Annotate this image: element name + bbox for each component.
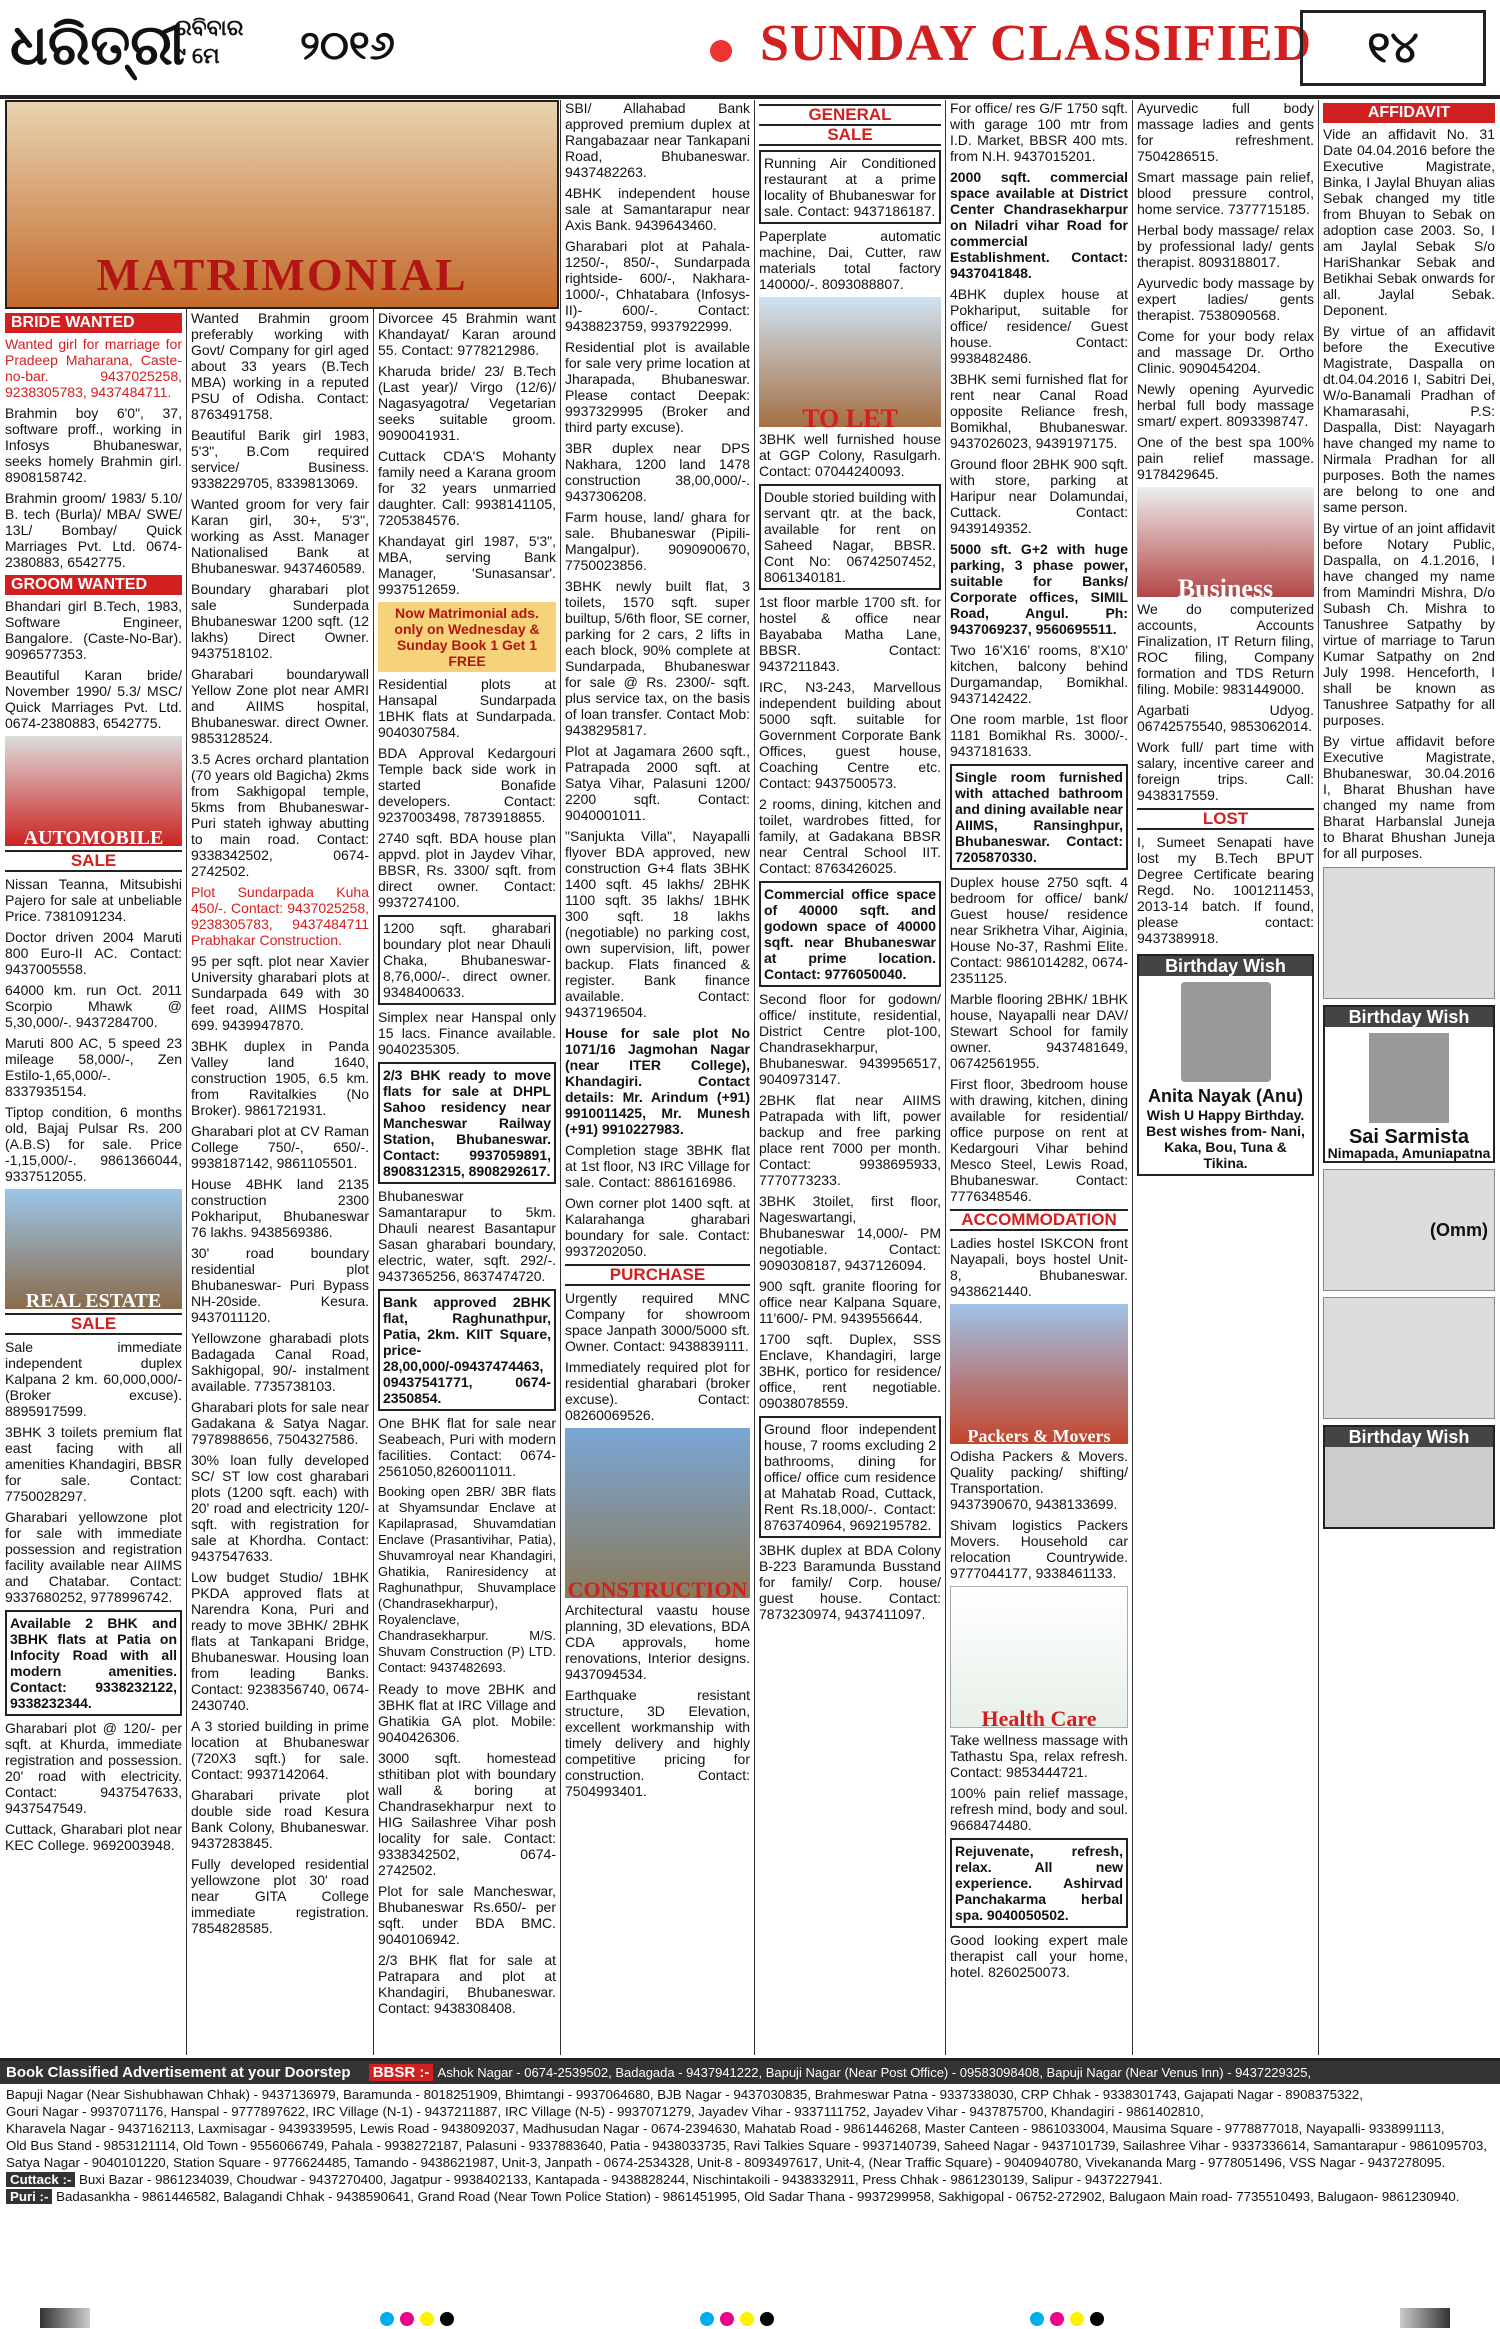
matrimonial-title: MATRIMONIAL (96, 249, 468, 300)
column-5 (759, 100, 941, 2055)
ad: Doctor driven 2004 Maruti 800 Euro-II AC. Contact: 9437005558. (5, 929, 182, 977)
boxed-ad: Available 2 BHK and 3BHK flats at Patia on Infocity Road with all modern amenities. Contact: 9338232122, 9338232344. (5, 1610, 182, 1716)
ad: Tiptop condition, 6 months old, Bajaj Pulsar Rs. 200 (A.B.S) for sale. Price -1,15,000/-. 9861366044, 9337512055. (5, 1104, 182, 1184)
ad: Ayurvedic body massage by expert ladies/ gents therapist. 7538090568. (1137, 275, 1314, 323)
ad: Ayurvedic full body massage ladies and gents for refreshment. 7504286515. (1137, 100, 1314, 164)
ad: Sale immediate independent duplex Kalpana 2 km. 60,000,000/- (Broker excuse). 8895917599. (5, 1339, 182, 1419)
ad: 3BHK 3toilet, first floor, Nageswartangi, Bhubaneswar 14,000/- PM negotiable. Contact: 9090308187, 9437126094. (759, 1193, 941, 1273)
ad: 2BHK flat near AIIMS Patrapada with lift, power backup and free parking place rent 7000 per month. Contact: 9938695933, 7770773233. (759, 1092, 941, 1188)
ad: Gharabari plots for sale near Gadakana & Satya Nagar. 7978988656, 7504327586. (191, 1399, 369, 1447)
ad: Urgently required MNC Company for showroom space Janpath 3000/5000 sft. Owner. Contact: 9438839111. (565, 1290, 750, 1354)
ad: Architectural vaastu house planning, 3D elevations, BDA CDA approvals, home renovations, Interior designs. 9437094534. (565, 1602, 750, 1682)
affidavit-heading: AFFIDAVIT (1323, 103, 1495, 123)
column-4 (565, 100, 750, 2055)
ad: Wanted groom for very fair Karan girl, 30+, 5'3", working as Asst. Manager Nationalised Bank at Bhubaneswar. 9437460589. (191, 496, 369, 576)
ad: Bhandari girl B.Tech, 1983, Software Engineer, Bangalore. (Caste-No-Bar). 9096577353. (5, 598, 182, 662)
ad: Smart massage pain relief, blood pressure control, home service. 7377715185. (1137, 169, 1314, 217)
ad: 3BHK well furnished house at GGP Colony, Rasulgarh. Contact: 07044240093. (759, 431, 941, 479)
ad: House 4BHK land 2135 construction 2300 Pokhariput, Bhubaneswar 76 lakhs. 9438569386. (191, 1176, 369, 1240)
ad: Completion stage 3BHK flat at 1st floor, N3 IRC Village for sale. Contact: 8861616986. (565, 1142, 750, 1190)
ad: Plot Sundarpada Kuha 450/-. Contact: 9437025258, 9238305783, 9437484711 Prabhakar Construction. (191, 884, 369, 948)
portrait-photo (1181, 982, 1271, 1082)
footer-lines (0, 2084, 1500, 2207)
ad: Cuttack CDA'S Mohanty family need a Karana groom for 32 years unmarried daughter. Call: 9938141105, 7205384576. (378, 448, 556, 528)
sale-heading: SALE (759, 126, 941, 146)
ad: 3000 sqft. homestead sthitiban plot with boundary wall & boring at Chandrasekharpur next to HIG Sailashree Vihar posh locality for sale. Contact: 9338342502, 0674-2742502. (378, 1750, 556, 1878)
packers-movers-image: Packers & Movers (950, 1304, 1128, 1444)
health-care-image: Health Care (950, 1586, 1128, 1728)
footer (0, 2058, 1500, 2307)
ad: Yellowzone gharabadi plots Badagada Canal Road, Sakhigopal, 90/- instalment available. 7735738103. (191, 1330, 369, 1394)
ad: Beautiful Barik girl 1983, 5'3", B.Com required service/ Business. 9338229705, 8339813069. (191, 427, 369, 491)
bbsr-label: BBSR :- (369, 2064, 434, 2081)
footer-line: Old Bus Stand - 9853121114, Old Town - 9556066749, Pahala - 9938272187, Palasuni - 9337883640, Patia - 9438033735, Ravi Talkies Square - 9937140739, Saheed Nagar - 9437101739, Sailashree Vihar - 9337336614, Samantarapur - 9861095703, (6, 2138, 1487, 2153)
ad: 95 per sqft. plot near Xavier University gharabari plots at Sundarpada 649 with 30 feet road, AIIMS Hospital 699. 9439947870. (191, 953, 369, 1033)
ad: IRC, N3-243, Marvellous independent building about 5000 sqft. suitable for Government Corporate Bank Offices, guest house, Coaching Centre etc. Contact: 9437500573. (759, 679, 941, 791)
birthday-photo (1323, 1297, 1495, 1419)
boxed-ad: Running Air Conditioned restaurant at a prime locality of Bhubaneswar for sale. Contact: 9437186187. (759, 150, 941, 224)
ad: 2740 sqft. BDA house plan appvd. plot in Jaydev Vihar, BBSR, Rs. 3300/ sqft. from direct owner. Contact: 9937274100. (378, 830, 556, 910)
ad: Fully developed residential yellowzone plot 30' road near GITA College immediate registration. 7854828585. (191, 1856, 369, 1936)
ad: Own corner plot 1400 sqft. at Kalarahanga gharabari boundary for sale. Contact: 9937202050. (565, 1195, 750, 1259)
column-divider (186, 100, 187, 2055)
boxed-ad: 1200 sqft. gharabari boundary plot near Dhauli Chaka, Bhubaneswar-8,76,000/-. direct owner. 9348400633. (378, 915, 556, 1005)
ad: 2 rooms, dining, kitchen and toilet, wardrobes fitted, for family, at Gadakana BBSR near Central School IIT. Contact: 8763426025. (759, 796, 941, 876)
ad: Boundary gharabari plot sale Sunderpada Bhubaneswar 1200 sqft. (12 lakhs) Direct Owner. 9437518102. (191, 581, 369, 661)
bride-wanted-heading: BRIDE WANTED (5, 313, 182, 333)
lost-heading: LOST (1137, 808, 1314, 830)
ad: Ladies hostel ISKCON front Nayapali, boys hostel Unit-8, Bhubaneswar. 9438621440. (950, 1235, 1128, 1299)
footer-line: Buxi Bazar - 9861234039, Choudwar - 9437270400, Jagatpur - 9938402133, Kantapada - 9438828244, Nischintakoili - 9438332911, Press Chhak - 9861230139, Salipur - 9437227941. (79, 2172, 1163, 2187)
ad: Beautiful Karan bride/ November 1990/ 5.3/ MSC/ Quick Marriages Pvt. Ltd. 0674-2380883, 6542775. (5, 667, 182, 731)
header-year: ୨୦୧୬ (300, 22, 395, 69)
birthday-place: Nimapada, Amuniapatna (1327, 1145, 1491, 1161)
ad: Booking open 2BR/ 3BR flats at Shyamsundar Enclave at Kapilaprasad, Shuvamdatian Enclave (Prasantivihar, Patia), Shuvamroyal near Khandagiri, Ghatikia, Raniresidency at Raghunathpur, Shuvamplace (Chandrasekharpur), Royalenclave, Chandrasekharpur. M/S. Shuvam Construction (P) LTD. Contact: 9437482693. (378, 1484, 556, 1675)
ad: Newly opening Ayurvedic herbal full body massage smart/ expert. 8093398747. (1137, 381, 1314, 429)
page-header (0, 0, 1500, 99)
ad: 2/3 BHK flat for sale at Patrapara and plot at Khandagiri, Bhubaneswar. Contact: 9438308408. (378, 1952, 556, 2016)
ad: Gharabari plot @ 120/- per sqft. at Khurda, immediate registration and possession. 20' road with electricity. Contact: 9437547633, 9437547549. (5, 1720, 182, 1816)
puri-label: Puri :- (6, 2189, 52, 2204)
ad: For office/ res G/F 1750 sqft. with garage 100 mtr from I.D. Market, BBSR 400 mts. from N.H. 9437015201. (950, 100, 1128, 164)
boxed-ad: Double storied building with servant qtr. at the back, available for rent on Saheed Nagar, BBSR. Cont No: 06742507452, 8061340181. (759, 484, 941, 590)
portrait-photo (1369, 1033, 1449, 1123)
ad: 3BHK duplex in Panda Valley land 1640, construction 1905, 6.5 km. from Ravitalkies (No Broker). 9861721931. (191, 1038, 369, 1118)
ad: Gharabari private plot double side road Kesura Bank Colony, Bhubaneswar. 9437283845. (191, 1787, 369, 1851)
ad: 3BHK newly built flat, 3 toilets, 1570 sqft. super builtup, 5/6th floor, SE corner, parking for 2 cars, 2 lifts in each block, 90% complete at Sundarpada, Bhubaneswar for sale @ Rs. 2300/- sqft. plus service tax, on the basis of loan transfer. Contact Mob: 9438295817. (565, 578, 750, 738)
footer-line: Ashok Nagar - 0674-2539502, Badagada - 9437941222, Bapuji Nagar (Near Post Office) - 09583098408, Bapuji Nagar (Near Venus Inn) - 9437229325, (437, 2065, 1312, 2080)
ad: Plot at Jagamara 2600 sqft., Patrapada 2000 sqft. at Satya Vihar, Palasuni 1200/ 2200 sqft. Contact: 9040001011. (565, 743, 750, 823)
ad: Brahmin boy 6'0", 37, software proff., working in Infosys Bhubaneswar, seeks homely Brahmin girl. 8908158742. (5, 405, 182, 485)
column-8 (1323, 100, 1495, 2055)
ad: Gharabari yellowzone plot for sale with immediate possession and registration facility available near AIIMS and Chatabar. Contact: 9337680252, 9778996742. (5, 1509, 182, 1605)
ad: Gharabari boundarywall Yellow Zone plot near AMRI and AIIMS hospital, Bhubaneswar. direct Owner. 9853128524. (191, 666, 369, 746)
ad: Wanted Brahmin groom preferably working with Govt/ Company for girl aged about 33 years (B.Tech MBA) working in a reputed PSU of Odisha. Contact: 8763491758. (191, 310, 369, 422)
ad: Nissan Teanna, Mitsubishi Pajero for sale at unbeliable Price. 7381091234. (5, 876, 182, 924)
footer-line: Bapuji Nagar (Near Sishubhawan Chhak) - 9437136979, Baramunda - 8018251909, Bhimtangi - 9937064680, BJB Nagar - 9437030835, Brahmeswar Patna - 9337338030, CRP Chhak - 9338301743, Gajapati Nagar - 8908375322, (6, 2087, 1363, 2102)
ad: Kharuda bride/ 23/ B.Tech (Last year)/ Virgo (12/6)/ Nagasyagotra/ Vegetarian seeks suitable groom. 9090041931. (378, 363, 556, 443)
column-divider (1132, 100, 1133, 2055)
column-divider (945, 100, 946, 2055)
registration-dot (700, 2312, 714, 2326)
ad: One BHK flat for sale near Seabeach, Puri with modern facilities. Contact: 0674-2561050,8260011011. (378, 1415, 556, 1479)
page-number: ୧୪ (1300, 10, 1486, 86)
ad: One of the best spa 100% pain relief massage. 9178429645. (1137, 434, 1314, 482)
ad: 3BHK duplex at BDA Colony B-223 Baramunda Busstand for family/ Corp. house/ guest house. Contact: 7873230974, 9437411097. (759, 1542, 941, 1622)
registration-dot (740, 2312, 754, 2326)
birthday-photo (1323, 867, 1495, 999)
sale-heading: SALE (5, 1313, 182, 1335)
column-divider (560, 100, 561, 2055)
birthday-wish-heading: Birthday Wish (1325, 1427, 1493, 1447)
ad: Take wellness massage with Tathastu Spa, relax refresh. Contact: 9853444721. (950, 1732, 1128, 1780)
ad: 1st floor marble 1700 sft. for hostel & office near Bayababa Matha Lane, BBSR. Contact: 9437211843. (759, 594, 941, 674)
birthday-name: Anita Nayak (Anu) (1147, 1086, 1304, 1106)
purchase-heading: PURCHASE (565, 1264, 750, 1286)
column-3 (378, 310, 556, 2055)
ad: Khandayat girl 1987, 5'3", MBA, serving Bank Manager, 'Sunasansar'. 9937512659. (378, 533, 556, 597)
ad: Cuttack, Gharabari plot near KEC College. 9692003948. (5, 1821, 182, 1853)
ad: I, Sumeet Senapati have lost my B.Tech BPUT Degree Certificate bearing Regd. No. 1001211453, 2013-14 batch. If found, please contact: 9437389918. (1137, 834, 1314, 946)
ad: 4BHK duplex house at Pokhariput, suitable for office/ residence/ Guest house. Contact: 9938482486. (950, 286, 1128, 366)
ad: We do computerized accounts, Accounts Finalization, IT Return filing, ROC filing, Company formation and TDS Return filing. Mobile: 9831449000. (1137, 601, 1314, 697)
ad: Agarbati Udyog. 06742575540, 9853062014. (1137, 702, 1314, 734)
birthday-wish-heading: Birthday Wish (1325, 1007, 1493, 1027)
ad: Ground floor 2BHK 900 sqft. with store, parking at Haripur near Dolamundai, Cuttack. Contact: 9439149352. (950, 456, 1128, 536)
ad: Vide an affidavit No. 31 Date 04.04.2016 before the Executive Magistrate, Binka, I Jaylal Bhuyan alias Sebak changed my title from Bhuyan to Sebak on adoption case 2003. So, I am Jaylal Sebak S/o HariShankar Sebak and Betikhai Sebak onwards for all. Jaylal Sebak. Deponent. (1323, 126, 1495, 318)
column-1 (5, 310, 182, 2055)
ad: Low budget Studio/ 1BHK PKDA approved flats at Narendra Kona, Puri and ready to move 3BHK/ 2BHK flats at Tankapani Bridge, Bhubaneswar. Housing loan from leading Banks. Contact: 9238356740, 0674- 2430740. (191, 1569, 369, 1713)
ad: Brahmin groom/ 1983/ 5.10/ B. tech (Burla)/ MBA/ SWE/ 13L/ Bombay/ Quick Marriages Pvt. Ltd. 0674-2380883, 6542775. (5, 490, 182, 570)
registration-dot (720, 2312, 734, 2326)
registration-dot (420, 2312, 434, 2326)
sale-heading: SALE (5, 850, 182, 872)
column-2 (191, 310, 369, 2055)
column-6 (950, 100, 1128, 2055)
birthday-wish-box (1323, 1005, 1495, 1163)
footer-line: Gouri Nagar - 9937071176, Hanspal - 9777897622, IRC Village (N-1) - 9437211887, IRC Village (N-5) - 9937071279, Jayadev Vihar - 9337111752, Jayadev Vihar - 9437875700, Khandagiri - 9861402810, (6, 2104, 1204, 2119)
footer-line: Kharavela Nagar - 9437162113, Laxmisagar - 9439339595, Lewis Road - 9438092037, Madhusudan Nagar - 0674-2394630, Mahatab Road - 9861446268, Master Canteen - 9861033004, Mausima Square - 9778877018, Nayapalli- 9338991113, (6, 2121, 1445, 2136)
ad: Maruti 800 AC, 5 speed 23 mileage 58,000/-, Zen Estilo-1,65,000/-. 8337935154. (5, 1035, 182, 1099)
registration-dot (1090, 2312, 1104, 2326)
ad: 5000 sft. G+2 with huge parking, 3 phase power, suitable for Banks/ Corporate offices, SIMIL Road, Angul. Ph: 9437069237, 9560695511. (950, 541, 1128, 637)
ad: 2000 sqft. commercial space available at District Center Chandrasekharpur on Niladri vihar Road for commercial Establishment. Contact: 9437041848. (950, 169, 1128, 281)
to-let-image: TO LET (759, 297, 941, 427)
ad: Residential plots at Hansapal Sundarpada 1BHK flats at Sundarpada. 9040307584. (378, 676, 556, 740)
ad: Herbal body massage/ relax by professional lady/ gents therapist. 8093188017. (1137, 222, 1314, 270)
ad: House for sale plot No 1071/16 Jagmohan Nagar (near ITER College), Khandagiri. Contact details: Mr. Arindum (+91) 9910011425, Mr. Munesh (+91) 9910227983. (565, 1025, 750, 1137)
registration-dot (1070, 2312, 1084, 2326)
play-icon (710, 40, 732, 62)
boxed-ad: Commercial office space of 40000 sqft. and godown space of 40000 sqft. near Bhubaneswar at prime location. Contact: 9776050040. (759, 881, 941, 987)
ad: Simplex near Hanspal only 15 lacs. Finance available. 9040235305. (378, 1009, 556, 1057)
ad: Come for your body relax and massage Dr. Ortho Clinic. 9090454204. (1137, 328, 1314, 376)
header-date: ୯ ମେ (175, 43, 220, 68)
header-dateline (175, 14, 243, 70)
ad: First floor, 3bedroom house with drawing, kitchen, dining available for residential/ office purpose on rent at Kedargouri Vihar behind Mesco Steel, Lewis Road, Bhubaneswar. Contact: 7776348546. (950, 1076, 1128, 1204)
birthday-name: Sai Sarmista (1348, 1126, 1470, 1148)
birthday-photo: (Omm) (1323, 1169, 1495, 1291)
birthday-wish-box (1137, 954, 1314, 1176)
ad: "Sanjukta Villa", Nayapalli flyover BDA approved, new construction G+4 flats 3BHK 1400 sqft. 45 lakhs/ 2BHK 1100 sqft. 35 lakhs/ 1BHK 300 sqft. 18 lakhs (negotiable) no parking cost, own supervision, lift, power backup. Flats financed & register. Bank finance available. Contact: 9437196504. (565, 828, 750, 1020)
business-image: Business (1137, 487, 1314, 597)
registration-dot (1030, 2312, 1044, 2326)
ad: 64000 km. run Oct. 2011 Scorpio Mhawk @ 5,30,000/-. 9437284700. (5, 982, 182, 1030)
ad: 3BHK 3 toilets premium flat east facing with all amenities Khandagiri, BBSR for sale. Contact: 7750028297. (5, 1424, 182, 1504)
ad: 3BR duplex near DPS Nakhara, 1200 land 1478 construction 38,00,000/-. 9437306208. (565, 440, 750, 504)
ad: 30% loan fully developed SC/ ST low cost gharabari plots (1200 sqft. each) with 20' road and electricity 120/- sqft. with registration for sale at Khordha. Contact: 9437547633. (191, 1452, 369, 1564)
column-divider (373, 100, 374, 2055)
registration-dot (440, 2312, 454, 2326)
ad: 100% pain relief massage, refresh mind, body and soul. 9668474480. (950, 1785, 1128, 1833)
ad: 30' road boundary residential plot Bhubaneswar- Puri Bypass NH-20side. Kesura. 9437011120. (191, 1245, 369, 1325)
ad: By virtue of an joint affidavit before Notary Public, Daspalla, on 4.1.2016, I have changed my name from Mamindri Mishra, D/o Subash Ch. Mishra to Tanushree Satpathy by virtue of marriage to Tarun Kumar Satpathy on 2nd July 1998. Henceforth, I shall be known as Tanushree Satpathy for all purposes. (1323, 520, 1495, 728)
ad: Odisha Packers & Movers. Quality packing/ shifting/ Transportation. 9437390670, 9438133699. (950, 1448, 1128, 1512)
ad: Immediately required plot for residential gharabari (broker excuse). Contact: 08260069526. (565, 1359, 750, 1423)
registration-dot (400, 2312, 414, 2326)
ad: Plot for sale Mancheswar, Bhubaneswar Rs.650/- per sqft. under BDA BMC. 9040106942. (378, 1883, 556, 1947)
section-title: SUNDAY CLASSIFIED (760, 15, 1313, 72)
ad: By virtue affidavit before Executive Magistrate, Bhubaneswar, 30.04.2016 I, Bharat Bhushan have changed my name from Bharat Harbanslal Juneja to Bharat Bhushan Juneja for all purposes. (1323, 733, 1495, 861)
registration-dot (1050, 2312, 1064, 2326)
ad: Ready to move 2BHK and 3BHK flat at IRC Village and Ghatikia GA plot. Mobile: 9040426306. (378, 1681, 556, 1745)
general-heading: GENERAL (759, 104, 941, 126)
newspaper-logo: ଧରିତ୍ରୀ (10, 12, 185, 78)
footer-line: Satya Nagar - 9040101220, Station Square - 9776624485, Tamando - 9438621987, Unit-3, Janpath - 0674-2534328, Unit-8 - 8093497617, Unit-4, (Near Traffic Square) - 9040940780, Vivekananda Marg - 9778051496, VSS Nagar - 9437278095. (6, 2155, 1446, 2170)
ad: Work full/ part time with salary, incentive career and foreign trips. Call: 9438317559. (1137, 739, 1314, 803)
boxed-ad: Ground floor independent house, 7 rooms excluding 2 bathrooms, dining for office/ office cum residence at Mahatab Road, Cuttack, Rent Rs.18,000/-. Contact: 8763740964, 9692195782. (759, 1416, 941, 1538)
automobile-image: AUTOMOBILE (5, 736, 182, 846)
accommodation-heading: ACCOMMODATION (950, 1209, 1128, 1231)
column-divider (754, 100, 755, 2055)
ad: Wanted girl for marriage for Pradeep Maharana, Caste-no-bar. 9437025258, 9238305783, 9437484711. (5, 336, 182, 400)
boxed-ad: Rejuvenate, refresh, relax. All new experience. Ashirvad Panchakarma herbal spa. 9040050502. (950, 1838, 1128, 1928)
ad: Paperplate automatic machine, Dai, Cutter, raw materials total factory 140000/-. 8093088807. (759, 228, 941, 292)
portrait-photo (1325, 1447, 1493, 1527)
boxed-ad: 2/3 BHK ready to move flats for sale at DHPL Sahoo residency near Mancheswar Railway Station, Bhubaneswar. Contact: 9937059891, 8908312315, 8908292617. (378, 1062, 556, 1184)
ad: Duplex house 2750 sqft. 4 bedroom for office/ bank/ Guest house/ residence near Srikhetra Vihar, Aiginia, House No-37, Rashmi Elite. Contact: 9861014282, 0674-2351125. (950, 874, 1128, 986)
ad: Earthquake resistant structure, 3D Elevation, excellent workmanship with timely delivery and highly competitive pricing for construction. Contact: 7504993401. (565, 1687, 750, 1799)
birthday-wish-heading: Birthday Wish (1139, 956, 1312, 976)
real-estate-image: REAL ESTATE (5, 1189, 182, 1309)
groom-wanted-heading: GROOM WANTED (5, 575, 182, 595)
birthday-message: Wish U Happy Birthday. Best wishes from- Nani, Kaka, Bou, Tuna & Tikina. (1146, 1107, 1305, 1171)
ad: A 3 storied building in prime location at Bhubaneswar (720X3 sqft.) for sale. Contact: 9937142064. (191, 1718, 369, 1782)
footer-line: Badasankha - 9861446582, Balagandi Chhak - 9438590641, Grand Road (Near Town Police Station) - 9861451995, Old Sadar Thana - 9937299958, Sakhigopal - 06752-272902, Balugaon Main road- 7735510493, Balugaon- 9861230940. (56, 2189, 1460, 2204)
ad: Residential plot is available for sale very prime location at Jharapada, Bhubaneswar. Please contact Deepak: 9937329995 (Broker and third party excuse). (565, 339, 750, 435)
ad: 1700 sqft. Duplex, SSS Enclave, Khandagiri, large 3BHK, portico for residence/ office, rent negotiable. 09038078559. (759, 1331, 941, 1411)
boxed-ad: Single room furnished with attached bathroom and dining available near AIIMS, Ransinghpur, Bhubaneswar. Contact: 7205870330. (950, 764, 1128, 870)
birthday-wish-box (1323, 1425, 1495, 1529)
ad: BDA Approval Kedargouri Temple back side work in started Bonafide developers. Contact: 9237003498, 7873918855. (378, 745, 556, 825)
footer-bar-title: Book Classified Advertisement at your Doorstep (6, 2064, 351, 2081)
registration-dot (380, 2312, 394, 2326)
ad: One room marble, 1st floor 1181 Bomikhal Rs. 3000/-. 9437181633. (950, 711, 1128, 759)
ad: Gharabari plot at CV Raman College 750/-, 650/-. 9938187142, 9861105501. (191, 1123, 369, 1171)
ad: Divorcee 45 Brahmin want Khandayat/ Karan around 55. Contact: 9778212986. (378, 310, 556, 358)
ad: Shivam logistics Packers Movers. Household car relocation Countrywide. 9777044177, 9338461133. (950, 1517, 1128, 1581)
registration-dot (760, 2312, 774, 2326)
column-divider (1318, 100, 1319, 2055)
ad: 900 sqft. granite flooring for office near Kalpana Square, 11'600/- PM. 9439556644. (759, 1278, 941, 1326)
column-7 (1137, 100, 1314, 2055)
print-color-bar (1400, 2308, 1450, 2328)
ad: By virtue of an affidavit before the Executive Magistrate, Daspalla on dt.04.04.2016 I, Sabitri Dei, W/o-Banamali Pradhan of Khamarasahi, P.S: Daspalla, Dist: Nayagarh have changed my name to Nirmala Pradhan for all purposes. Both the names are belong to one and same person. (1323, 323, 1495, 515)
cuttack-label: Cuttack :- (6, 2172, 75, 2187)
ad: Second floor for godown/ office/ institute, residential, District Centre plot-100, Chandrasekharpur, Bhubaneswar. 9439956517, 9040973147. (759, 991, 941, 1087)
ad: 3.5 Acres orchard plantation (70 years old Bagicha) 2kms from Sakhigopal temple, 5kms from Bhubaneswar-Puri stateh ighway abutting to main road. Contact: 9338342502, 0674-2742502. (191, 751, 369, 879)
print-color-bar (40, 2308, 90, 2328)
ad: Bhubaneswar Samantarapur to 5km. Dhauli nearest Basantapur Sasan gharabari boundary, electric, water, sqft. 292/-. 9437365256, 8637474720. (378, 1188, 556, 1284)
ad: 4BHK independent house sale at Samantarapur near Axis Bank. 9439643460. (565, 185, 750, 233)
construction-image: CONSTRUCTION (565, 1428, 750, 1598)
ad: Marble flooring 2BHK/ 1BHK house, Nayapalli near DAV/ Stewart School for family owner. 9437481649, 06742561955. (950, 991, 1128, 1071)
ad: SBI/ Allahabad Bank approved premium duplex at Rangabazaar near Tankapani Road, Bhubaneswar. 9437482263. (565, 100, 750, 180)
ad: Gharabari plot at Pahala-1250/-, 850/-, Sundarpada rightside- 600/-, Nakhara-1000/-, Chhatabara (Infosys-II)- 600/-. Contact: 9438823759, 9937922999. (565, 238, 750, 334)
ad: Two 16'X16' rooms, 8'X10' kitchen, balcony behind Durgamandap, Bomikhal. 9437142422. (950, 642, 1128, 706)
boxed-ad: Bank approved 2BHK flat, Raghunathpur, Patia, 2km. KIIT Square, price-28,00,000/-09437474463, 09437541771, 0674-2350854. (378, 1289, 556, 1411)
footer-bar (0, 2061, 1500, 2084)
matrimonial-banner (5, 100, 559, 309)
ad: Good looking expert male therapist call your home, hotel. 8260250073. (950, 1932, 1128, 1980)
ad: 3BHK semi furnished flat for rent near Canal Road opposite Reliance fresh, Bomikhal, Bhubaneswar. 9437026023, 9439197175. (950, 371, 1128, 451)
matrimonial-notice: Now Matrimonial ads. only on Wednesday & Sunday Book 1 Get 1 FREE (378, 602, 556, 672)
ad: Farm house, land/ ghara for sale. Bhubaneswar (Pipili-Mangalpur). 9090900670, 7750023856. (565, 509, 750, 573)
header-day: ରବିବାର (175, 15, 244, 40)
